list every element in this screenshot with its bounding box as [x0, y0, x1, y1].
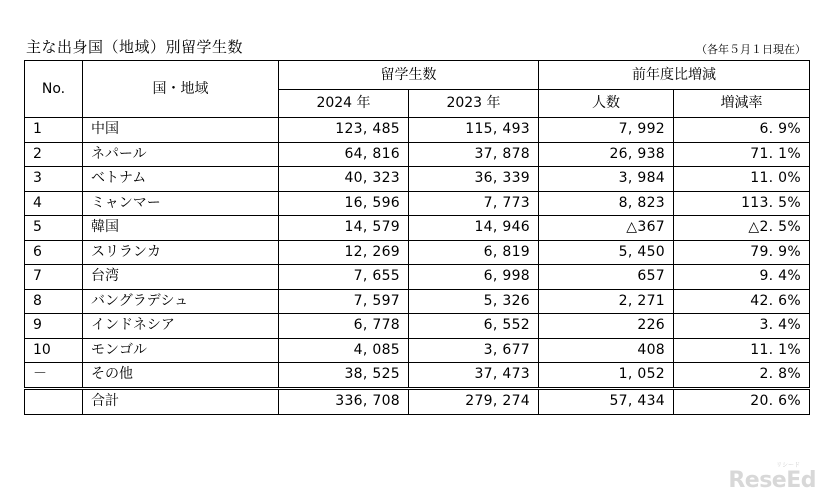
row-2023: 6, 819 [409, 240, 539, 265]
table-row [25, 289, 810, 314]
row-no: 10 [25, 338, 83, 363]
row-2024: 40, 323 [279, 167, 409, 192]
table-row [25, 240, 810, 265]
row-name: モンゴル [83, 338, 279, 363]
header-no: No. [25, 61, 83, 118]
table-row [25, 338, 810, 363]
row-2023: 36, 339 [409, 167, 539, 192]
row-rate: 6. 9% [674, 118, 810, 143]
header-change: 前年度比増減 [539, 61, 810, 90]
total-2024: 336, 708 [279, 388, 409, 414]
students-table [24, 60, 810, 415]
row-diff: 657 [539, 265, 674, 290]
header-region: 国・地域 [83, 61, 279, 118]
header-2024: 2024 年 [279, 90, 409, 118]
row-diff: 26, 938 [539, 142, 674, 167]
row-name: 中国 [83, 118, 279, 143]
total-row [25, 388, 810, 414]
row-diff: 2, 271 [539, 289, 674, 314]
row-2024: 38, 525 [279, 363, 409, 389]
row-no: 8 [25, 289, 83, 314]
table-title: 主な出身国（地域）別留学生数 [26, 38, 244, 56]
row-diff: 226 [539, 314, 674, 339]
row-diff: 7, 992 [539, 118, 674, 143]
row-no: － [25, 363, 83, 389]
table-row [25, 265, 810, 290]
date-note: （各年５月１日現在） [696, 43, 806, 56]
total-no [25, 388, 83, 414]
row-2024: 14, 579 [279, 216, 409, 241]
row-rate: 113. 5% [674, 191, 810, 216]
row-no: 3 [25, 167, 83, 192]
total-2023: 279, 274 [409, 388, 539, 414]
row-2023: 37, 878 [409, 142, 539, 167]
row-diff: △367 [539, 216, 674, 241]
row-2023: 7, 773 [409, 191, 539, 216]
row-2024: 7, 597 [279, 289, 409, 314]
row-name: ミャンマー [83, 191, 279, 216]
table-row [25, 363, 810, 389]
row-name: インドネシア [83, 314, 279, 339]
row-2024: 4, 085 [279, 338, 409, 363]
row-2024: 12, 269 [279, 240, 409, 265]
header-count: 人数 [539, 90, 674, 118]
row-name: 韓国 [83, 216, 279, 241]
row-name: ベトナム [83, 167, 279, 192]
row-2023: 6, 998 [409, 265, 539, 290]
table-row [25, 118, 810, 143]
row-2023: 37, 473 [409, 363, 539, 389]
row-rate: △2. 5% [674, 216, 810, 241]
resed-logo [728, 462, 816, 493]
row-diff: 8, 823 [539, 191, 674, 216]
row-no: 4 [25, 191, 83, 216]
row-2023: 6, 552 [409, 314, 539, 339]
logo-subtext: リシード [775, 462, 800, 469]
table-row [25, 191, 810, 216]
table-row [25, 142, 810, 167]
table-row [25, 314, 810, 339]
total-rate: 20. 6% [674, 388, 810, 414]
row-2024: 123, 485 [279, 118, 409, 143]
row-2024: 6, 778 [279, 314, 409, 339]
header-students: 留学生数 [279, 61, 539, 90]
logo-text: ReseEd [728, 468, 816, 493]
total-diff: 57, 434 [539, 388, 674, 414]
row-name: 台湾 [83, 265, 279, 290]
total-label: 合計 [83, 388, 279, 414]
row-diff: 5, 450 [539, 240, 674, 265]
header-rate: 増減率 [674, 90, 810, 118]
row-2024: 16, 596 [279, 191, 409, 216]
row-no: 7 [25, 265, 83, 290]
row-rate: 11. 0% [674, 167, 810, 192]
table-row [25, 167, 810, 192]
row-name: スリランカ [83, 240, 279, 265]
row-rate: 71. 1% [674, 142, 810, 167]
row-no: 9 [25, 314, 83, 339]
row-rate: 9. 4% [674, 265, 810, 290]
table-row [25, 216, 810, 241]
row-2023: 115, 493 [409, 118, 539, 143]
row-rate: 79. 9% [674, 240, 810, 265]
row-diff: 3, 984 [539, 167, 674, 192]
row-rate: 3. 4% [674, 314, 810, 339]
row-diff: 408 [539, 338, 674, 363]
row-2023: 14, 946 [409, 216, 539, 241]
row-rate: 11. 1% [674, 338, 810, 363]
row-2023: 5, 326 [409, 289, 539, 314]
row-rate: 42. 6% [674, 289, 810, 314]
row-name: ネパール [83, 142, 279, 167]
row-diff: 1, 052 [539, 363, 674, 389]
row-2024: 64, 816 [279, 142, 409, 167]
row-no: 6 [25, 240, 83, 265]
row-2023: 3, 677 [409, 338, 539, 363]
row-no: 1 [25, 118, 83, 143]
row-name: その他 [83, 363, 279, 389]
header-2023: 2023 年 [409, 90, 539, 118]
row-no: 5 [25, 216, 83, 241]
row-2024: 7, 655 [279, 265, 409, 290]
row-rate: 2. 8% [674, 363, 810, 389]
row-no: 2 [25, 142, 83, 167]
row-name: バングラデシュ [83, 289, 279, 314]
